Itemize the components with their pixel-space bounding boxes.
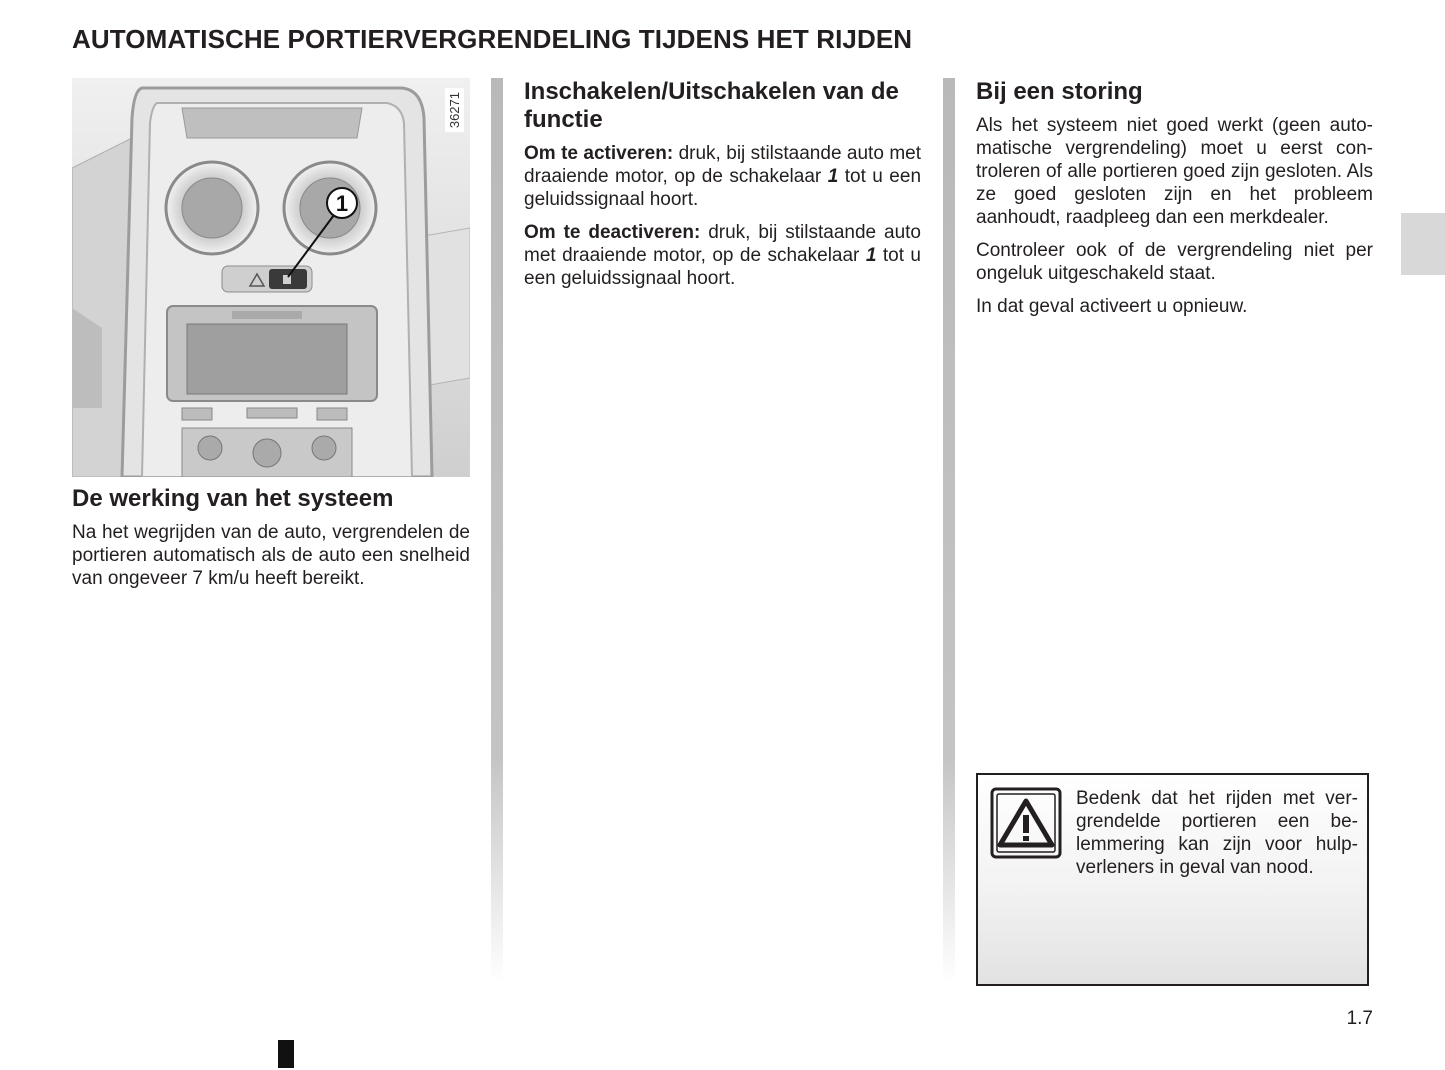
dashboard-illustration [72, 78, 470, 477]
section-text-werking: Na het wegrijden van de auto, vergrendelen de portieren automatisch als de auto een snelheid van ongeveer 7 km/u heeft bereikt. [72, 522, 470, 589]
warning-triangle-icon [990, 787, 1062, 859]
deactivate-ref: 1 [865, 245, 877, 266]
deactivate-label: Om te deactiveren: [524, 222, 701, 243]
print-marker [278, 1040, 294, 1068]
column-middle [524, 78, 921, 300]
activate-text-1: druk, bij stilstaande auto met draaiende motor, op de schakelaar [524, 143, 921, 187]
activate-ref: 1 [827, 166, 839, 187]
activate-label: Om te activeren: [524, 143, 674, 164]
dashboard-drawing [72, 78, 470, 477]
section-heading-inschakelen: Inschakelen/Uitschakelen van de functie [524, 78, 899, 133]
warning-text: Bedenk dat het rijden met vergrendelde portieren een belemmering kan zijn voor hulpverleners in geval van nood. [1076, 788, 1358, 878]
storing-paragraph-2: Controleer ook of de vergrendeling niet per ongeluk uitgeschakeld staat. [976, 240, 1373, 284]
storing-paragraph-1: Als het systeem niet goed werkt (geen automatische vergrendeling) moet u eerst controleren of alle portieren goed zijn gesloten. Als ze goed gesloten zijn en het probleem aanhoudt, raadpleeg dan een merkdealer. [976, 115, 1373, 228]
activate-text-2: tot u een geluidssignaal hoort. [524, 166, 922, 210]
column-right [976, 78, 1373, 328]
callout-label: 1 [335, 191, 349, 216]
section-heading-werking: De werking van het systeem [72, 485, 394, 512]
column-left [72, 78, 470, 600]
door-lock-icon [283, 275, 291, 284]
chapter-tab [1401, 213, 1445, 275]
page-title: AUTOMATISCHE PORTIERVERGRENDELING TIJDENS HET RIJDEN [72, 24, 913, 54]
deactivate-text-2: tot u een geluidssignaal hoort. [524, 245, 921, 289]
warning-box [976, 773, 1369, 986]
page-number: 1.7 [1346, 1008, 1373, 1029]
activate-paragraph [524, 142, 921, 211]
section-heading-storing: Bij een storing [976, 78, 1143, 105]
deactivate-paragraph [524, 221, 921, 290]
deactivate-text-1: druk, bij stilstaande auto met draaiende motor, op de schakelaar [524, 222, 921, 266]
storing-paragraph-3: In dat geval activeert u opnieuw. [976, 296, 1248, 317]
figure-code: 36271 [445, 88, 464, 132]
column-divider-2 [943, 78, 955, 983]
door-lock-switch[interactable] [269, 269, 307, 289]
column-divider-1 [491, 78, 503, 983]
